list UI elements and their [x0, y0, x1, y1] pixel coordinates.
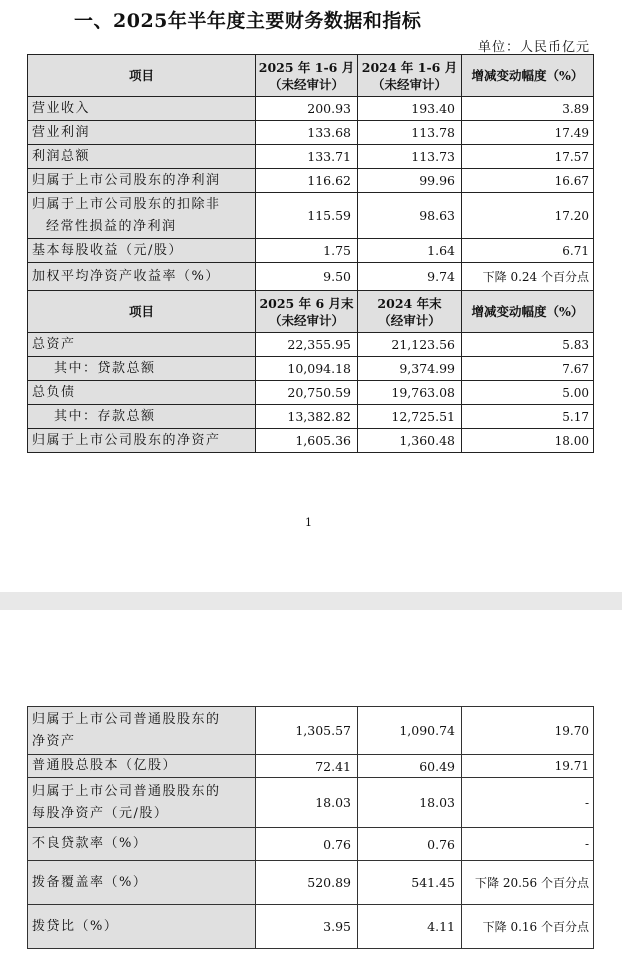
- table-row: 营业收入 200.93 193.40 3.89: [28, 97, 594, 121]
- header-change-2: 增减变动幅度（%）: [462, 291, 594, 333]
- header-period-end-2025: 2025 年 6 月末 （未经审计）: [256, 291, 358, 333]
- financial-table-continued: [27, 706, 594, 949]
- unit-label: 单位：人民币亿元: [477, 40, 590, 55]
- table-row: 拨贷比（%） 3.95 4.11 下降 0.16 个百分点: [28, 905, 594, 949]
- financial-table-main: [27, 54, 594, 453]
- table-row: 归属于上市公司普通股股东的 净资产 1,305.57 1,090.74 19.70: [28, 707, 594, 755]
- page-separator: [0, 592, 622, 610]
- header-period-2024: 2024 年 1-6 月 （未经审计）: [358, 55, 462, 97]
- table-row: 归属于上市公司普通股股东的 每股净资产（元/股） 18.03 18.03 -: [28, 778, 594, 828]
- table-row: 加权平均净资产收益率（%） 9.50 9.74 下降 0.24 个百分点: [28, 263, 594, 291]
- header-period-end-2024: 2024 年末 （经审计）: [358, 291, 462, 333]
- table-row: 营业利润 133.68 113.78 17.49: [28, 121, 594, 145]
- table-row: 其中：存款总额 13,382.82 12,725.51 5.17: [28, 405, 594, 429]
- header-item-2: 项目: [28, 291, 256, 333]
- document-page-2: [0, 610, 622, 961]
- table-row: 归属于上市公司股东的净利润 116.62 99.96 16.67: [28, 169, 594, 193]
- table-row: 普通股总股本（亿股） 72.41 60.49 19.71: [28, 755, 594, 778]
- table-row: 总资产 22,355.95 21,123.56 5.83: [28, 333, 594, 357]
- table-row: 归属于上市公司股东的扣除非 经常性损益的净利润 115.59 98.63 17.20: [28, 193, 594, 239]
- section-title: 一、2025年半年度主要财务数据和指标: [74, 10, 422, 32]
- header-period-2025: 2025 年 1-6 月 （未经审计）: [256, 55, 358, 97]
- table-row: 基本每股收益（元/股） 1.75 1.64 6.71: [28, 239, 594, 263]
- table-row: 拨备覆盖率（%） 520.89 541.45 下降 20.56 个百分点: [28, 861, 594, 905]
- table-row: 其中：贷款总额 10,094.18 9,374.99 7.67: [28, 357, 594, 381]
- table-row: 利润总额 133.71 113.73 17.57: [28, 145, 594, 169]
- header-item: 项目: [28, 55, 256, 97]
- header-change: 增减变动幅度（%）: [462, 55, 594, 97]
- table-row: 归属于上市公司股东的净资产 1,605.36 1,360.48 18.00: [28, 429, 594, 453]
- page-number: 1: [305, 516, 312, 529]
- table-row: 不良贷款率（%） 0.76 0.76 -: [28, 828, 594, 861]
- table-row: 总负债 20,750.59 19,763.08 5.00: [28, 381, 594, 405]
